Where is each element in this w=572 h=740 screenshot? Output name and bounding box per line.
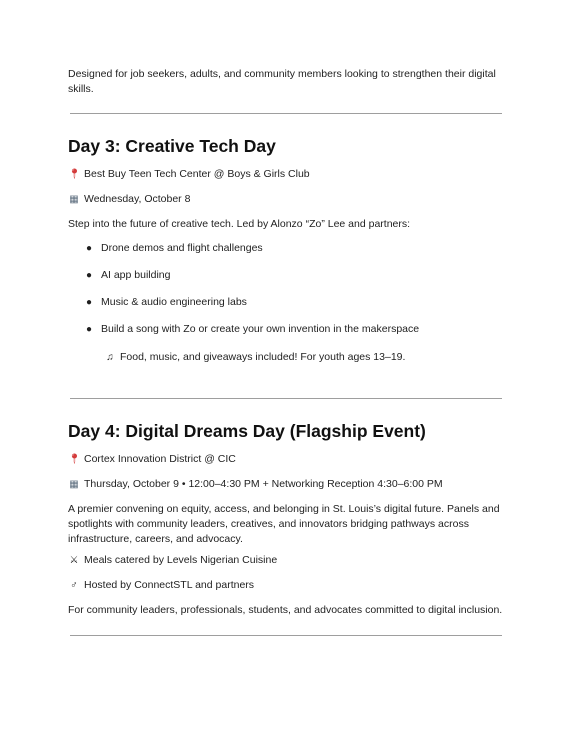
day4-host (68, 578, 254, 593)
day4-audience: For community leaders, professionals, students, and advocates committed to digital inclusion. (68, 604, 503, 616)
section-divider (70, 113, 502, 114)
day4-description: A premier convening on equity, access, and belonging in St. Louis’s digital future. Panels and spotlights with community leaders, creatives, and innovators bridging pathways across infrastructure, careers, and advocacy. (68, 503, 500, 545)
list-item (86, 268, 170, 283)
day3-description: Step into the future of creative tech. Led by Alonzo “Zo” Lee and partners: (68, 218, 411, 230)
day3-date (68, 192, 190, 207)
day3-note (104, 350, 405, 365)
bullet-dot: ● (86, 297, 93, 308)
section-divider (70, 635, 502, 636)
day4-host-text: Hosted by ConnectSTL and partners (84, 579, 255, 591)
intro-text: Designed for job seekers, adults, and community members looking to strengthen their digital skills. (68, 68, 496, 95)
day4-date-text: Thursday, October 9 • 12:00–4:30 PM + Networking Reception 4:30–6:00 PM (84, 478, 443, 490)
list-item-text: Drone demos and flight challenges (101, 242, 263, 254)
day4-location-text: Cortex Innovation District @ CIC (84, 453, 236, 465)
fork-knife-icon: ⚔ (69, 555, 79, 566)
list-item-text: AI app building (101, 269, 171, 281)
list-item (86, 241, 263, 256)
day4-meals (68, 553, 277, 568)
day3-heading: Day 3: Creative Tech Day (68, 136, 276, 156)
calendar-icon: ▦ (69, 479, 79, 490)
day3-note-text: Food, music, and giveaways included! For youth ages 13–19. (120, 351, 406, 363)
list-item (86, 322, 419, 337)
list-item-text: Build a song with Zo or create your own invention in the makerspace (101, 323, 420, 335)
section-divider (70, 398, 502, 399)
day4-meals-text: Meals catered by Levels Nigerian Cuisine (84, 554, 278, 566)
pin-icon: 📍︎ (68, 454, 81, 465)
bullet-dot: ● (86, 324, 93, 335)
list-item-text: Music & audio engineering labs (101, 296, 247, 308)
list-item (86, 295, 247, 310)
bullet-dot: ● (86, 243, 93, 254)
day3-location-text: Best Buy Teen Tech Center @ Boys & Girls Club (84, 168, 310, 180)
pin-icon: 📍︎ (68, 169, 81, 180)
microphone-icon: ♂ (70, 580, 78, 591)
day4-heading: Day 4: Digital Dreams Day (Flagship Event) (68, 421, 426, 441)
calendar-icon: ▦ (69, 194, 79, 205)
day3-date-text: Wednesday, October 8 (84, 193, 191, 205)
day3-location (68, 167, 310, 182)
day4-date (68, 477, 443, 492)
bullet-dot: ● (86, 270, 93, 281)
music-notes-icon: ♫ (106, 352, 114, 363)
day4-location (68, 452, 236, 467)
